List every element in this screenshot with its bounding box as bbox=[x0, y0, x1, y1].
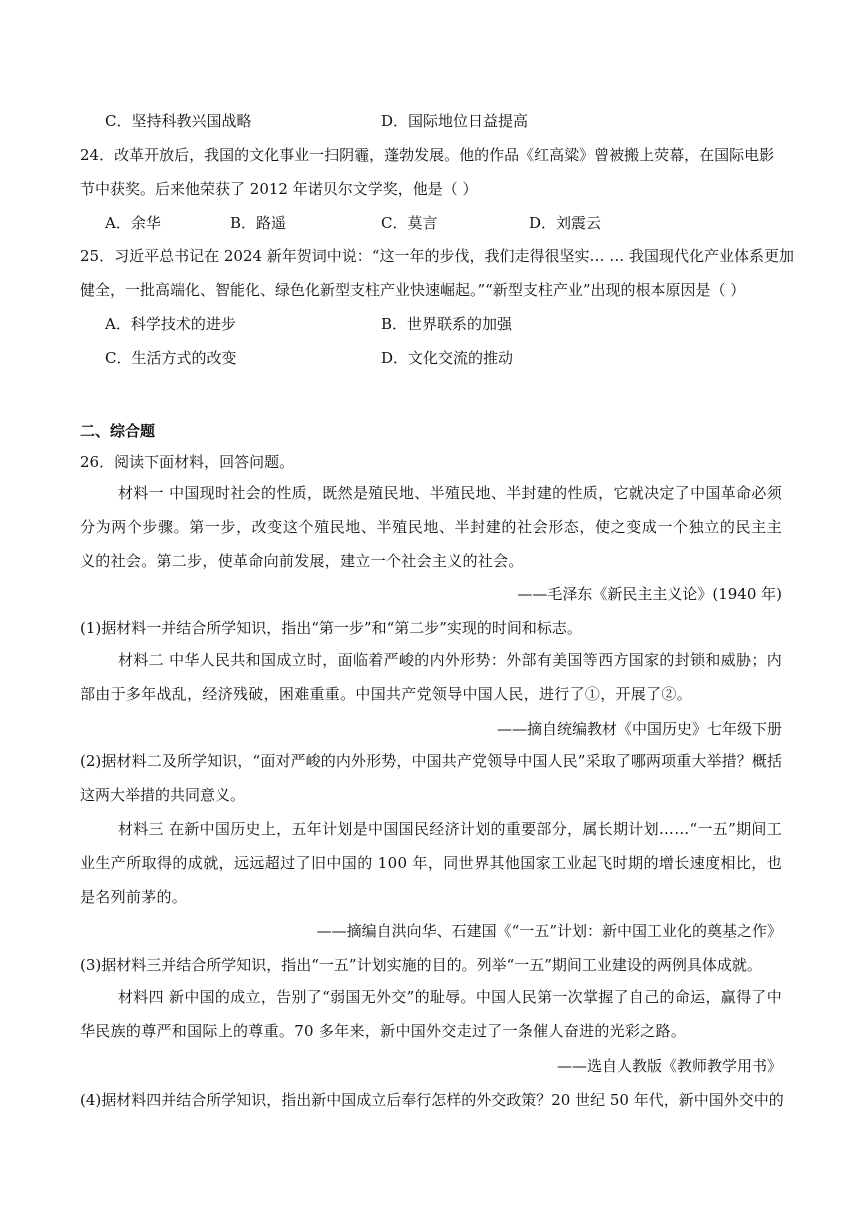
material-2-source: ——摘自统编教材《中国历史》七年级下册 bbox=[496, 720, 782, 738]
q24-stem-line-1: 24．改革开放后，我国的文化事业一扫阴霾，蓬勃发展。他的作品《红高粱》曾被搬上荧幕，在国际电影 bbox=[80, 146, 775, 164]
sub-question-3: (3)据材料三并结合所学知识，指出“一五”计划实施的目的。列举“一五”期间工业建设的两例具体成就。 bbox=[80, 956, 762, 974]
q24-option-b: B．路遥 bbox=[230, 214, 287, 232]
q25-option-b: B．世界联系的加强 bbox=[381, 315, 513, 333]
q24-option-d: D．刘震云 bbox=[529, 214, 602, 232]
section-heading: 二、综合题 bbox=[80, 422, 156, 440]
q25-stem-line-2: 健全，一批高端化、智能化、绿色化新型支柱产业快速崛起。”“新型支柱产业”出现的根本原因是（ ） bbox=[80, 281, 746, 299]
q25-option-d: D．文化交流的推动 bbox=[381, 349, 514, 367]
q23-option-c: C．坚持科教兴国战略 bbox=[105, 112, 252, 130]
q23-option-d: D．国际地位日益提高 bbox=[381, 112, 529, 130]
material-3: 材料三 在新中国历史上，五年计划是中国国民经济计划的重要部分，属长期计划……“一五”期间工业生产所取得的成就，远远超过了旧中国的 100 年，同世界其他国家工业起飞时期的增长速度相比，也是名列前茅的。 bbox=[80, 820, 782, 906]
sub-question-4: (4)据材料四并结合所学知识，指出新中国成立后奉行怎样的外交政策？20 世纪 50 年代，新中国外交中的 bbox=[80, 1091, 784, 1109]
q24-option-c: C．莫言 bbox=[381, 214, 438, 232]
sub-question-1: (1)据材料一并结合所学知识，指出“第一步”和“第二步”实现的时间和标志。 bbox=[80, 619, 582, 637]
material-4: 材料四 新中国的成立，告别了“弱国无外交”的耻辱。中国人民第一次掌握了自己的命运，赢得了中华民族的尊严和国际上的尊重。70 多年来，新中国外交走过了一条催人奋进的光彩之路。 bbox=[80, 988, 782, 1040]
q24-option-a: A．余华 bbox=[105, 214, 161, 232]
q25-option-a: A．科学技术的进步 bbox=[105, 315, 236, 333]
q25-stem-line-1: 25．习近平总书记在 2024 新年贺词中说：“这一年的步伐，我们走得很坚实… … 我国现代化产业体系更加 bbox=[80, 247, 795, 265]
material-3-source: ——摘编自洪向华、石建国《“一五”计划：新中国工业化的奠基之作》 bbox=[316, 922, 782, 940]
material-2: 材料二 中华人民共和国成立时，面临着严峻的内外形势：外部有美国等西方国家的封锁和威胁；内部由于多年战乱，经济残破，困难重重。中国共产党领导中国人民，进行了①，开展了②。 bbox=[80, 651, 782, 703]
q24-stem-line-2: 节中获奖。后来他荣获了 2012 年诺贝尔文学奖，他是（ ） bbox=[80, 180, 478, 198]
material-1-source: ——毛泽东《新民主主义论》(1940 年) bbox=[517, 585, 782, 603]
q26-intro: 26．阅读下面材料，回答问题。 bbox=[80, 453, 295, 471]
material-4-source: ——选自人教版《教师教学用书》 bbox=[556, 1057, 782, 1075]
sub-question-2: (2)据材料二及所学知识，“面对严峻的内外形势，中国共产党领导中国人民”采取了哪两项重大举措？概括这两大举措的共同意义。 bbox=[80, 752, 782, 804]
material-1: 材料一 中国现时社会的性质，既然是殖民地、半殖民地、半封建的性质，它就决定了中国革命必须分为两个步骤。第一步，改变这个殖民地、半殖民地、半封建的社会形态，使之变成一个独立的民主主义的社会。第二步，使革命向前发展，建立一个社会主义的社会。 bbox=[80, 484, 782, 570]
q25-option-c: C．生活方式的改变 bbox=[105, 349, 237, 367]
